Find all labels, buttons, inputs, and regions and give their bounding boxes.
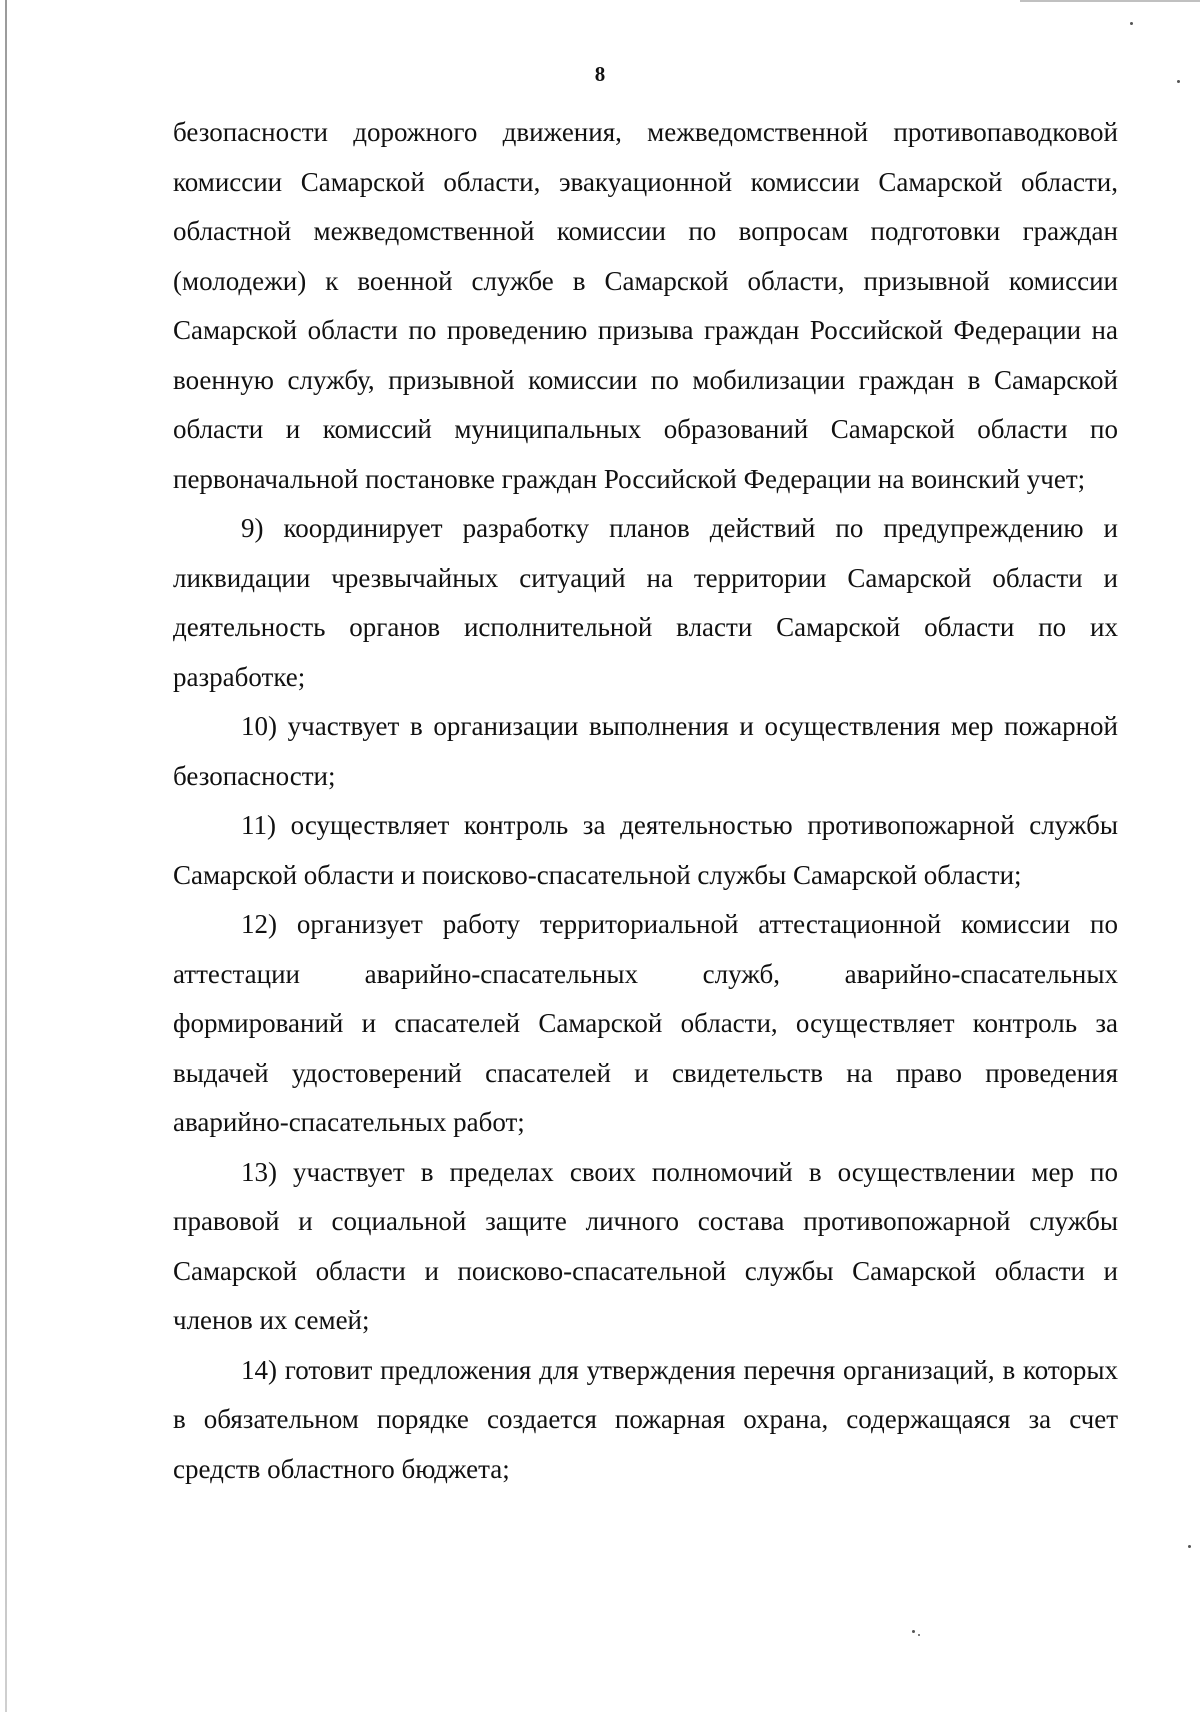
paragraph-item-13: 13) участвует в пределах своих полномочий в осуществлении мер по правовой и социальной защите личного состава противопожарной службы Самарской области и поисково-спасательной службы Самарской области и членов их семей; (173, 1156, 1118, 1335)
paragraph-item-12: 12) организует работу территориальной аттестационной комиссии по аттестации аварийно-спасательных служб, аварийно-спасательных формирований и спасателей Самарской области, осуществляет контроль за выдачей удостоверений спасателей и свидетельств на право проведения аварийно-спасательных работ; (173, 909, 1118, 1137)
scan-speck (1188, 1545, 1191, 1548)
document-body (173, 108, 1118, 1494)
paragraph-continuation: безопасности дорожного движения, межведомственной противопаводковой комиссии Самарской области, эвакуационной комиссии Самарской области, областной межведомственной комиссии по вопросам подготовки граждан (молодежи) к военной службе в Самарской области, призывной комиссии Самарской области по проведению призыва граждан Российской Федерации на военную службу, призывной комиссии по мобилизации граждан в Самарской области и комиссий муниципальных образований Самарской области по первоначальной постановке граждан Российской Федерации на воинский учет; (173, 117, 1118, 494)
scan-speck (1177, 80, 1180, 83)
paragraph-item-10: 10) участвует в организации выполнения и осуществления мер пожарной безопасности; (173, 711, 1118, 791)
scan-edge-top (1020, 0, 1200, 2)
scan-speck (912, 1630, 915, 1633)
page-number: 8 (594, 62, 606, 86)
paragraph-item-11: 11) осуществляет контроль за деятельностью противопожарной службы Самарской области и поисково-спасательной службы Самарской области; (173, 810, 1118, 890)
paragraph-item-14: 14) готовит предложения для утверждения перечня организаций, в которых в обязательном порядке создается пожарная охрана, содержащаяся за счет средств областного бюджета; (173, 1354, 1118, 1484)
scan-speck (1130, 22, 1133, 25)
scan-edge-left (5, 0, 7, 1712)
scan-speck (918, 1634, 920, 1636)
paragraph-item-9: 9) координирует разработку планов действий по предупреждению и ликвидации чрезвычайных ситуаций на территории Самарской области и деятельность органов исполнительной власти Самарской области по их разработке; (173, 513, 1118, 692)
